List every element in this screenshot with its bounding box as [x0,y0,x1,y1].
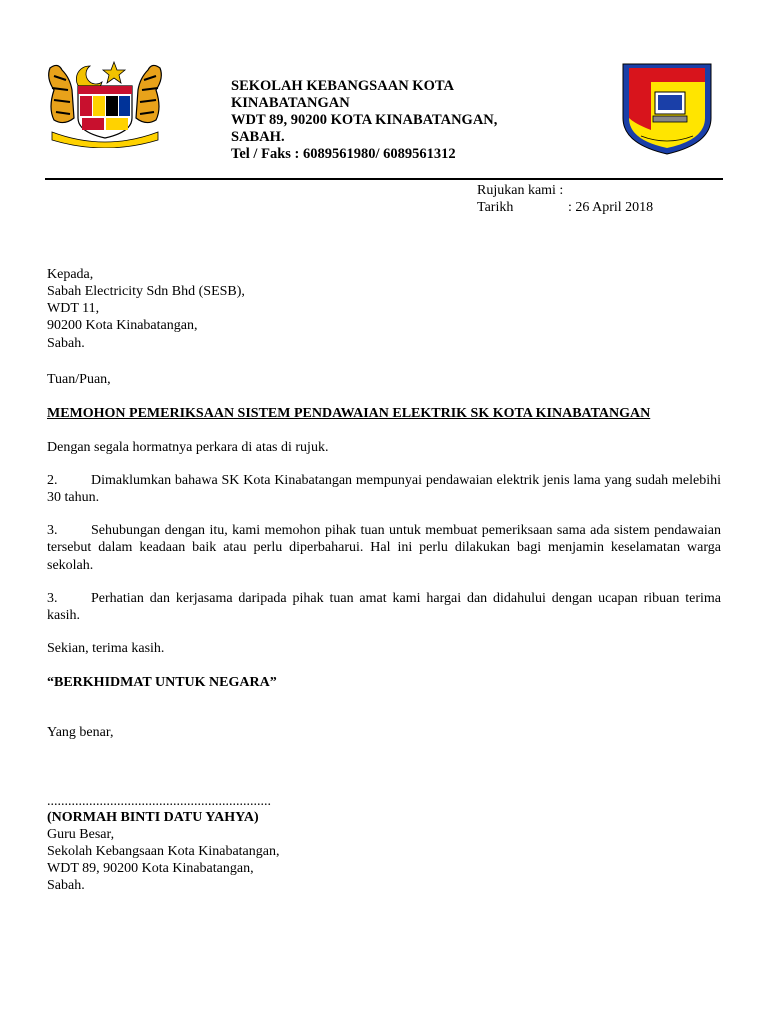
intro-paragraph: Dengan segala hormatnya perkara di atas di rujuk. [47,440,329,455]
paragraph-2-text: Dimaklumkan bahawa SK Kota Kinabatangan mempunyai pendawaian elektrik jenis lama yang sudah melebihi 30 tahun. [47,473,721,506]
school-phone: Tel / Faks : 6089561980/ 6089561312 [231,146,456,162]
recipient-line1: Sabah Electricity Sdn Bhd (SESB), [47,284,245,299]
school-logo [621,60,713,156]
paragraph-3 [47,522,721,574]
paragraph-3-number: 3. [47,523,58,538]
paragraph-2-number: 2. [47,473,58,488]
signature-line: ................................................................ [47,794,271,809]
salutation: Tuan/Puan, [47,372,111,387]
reference-label: Rujukan kami : [477,183,564,198]
signatory-organization: Sekolah Kebangsaan Kota Kinabatangan, [47,844,280,859]
recipient-greeting: Kepada, [47,267,94,282]
date-value: : 26 April 2018 [568,200,654,215]
motto: “BERKHIDMAT UNTUK NEGARA” [47,675,277,690]
paragraph-4-number: 3. [47,591,58,606]
school-name-line1: SEKOLAH KEBANGSAAN KOTA [231,78,454,94]
paragraph-4-text: Perhatian dan kerjasama daripada pihak tuan amat kami hargai dan didahului dengan ucapan ribuan terima kasih. [47,591,721,624]
header-divider [45,178,723,180]
paragraph-4 [47,590,721,625]
coat-of-arms-logo [40,56,170,148]
school-state: SABAH. [231,129,285,145]
recipient-line2: WDT 11, [47,301,100,316]
paragraph-2 [47,472,721,507]
signatory-address: WDT 89, 90200 Kota Kinabatangan, [47,861,254,876]
school-address: WDT 89, 90200 KOTA KINABATANGAN, [231,112,498,128]
date-label: Tarikh [477,200,514,215]
signatory-title: Guru Besar, [47,827,115,842]
recipient-line3: 90200 Kota Kinabatangan, [47,318,198,333]
paragraph-3-text: Sehubungan dengan itu, kami memohon pihak tuan untuk membuat pemeriksaan sama ada sistem pendawaian tersebut dalam keadaan baik atau perlu diperbaharui. Hal ini perlu dilakukan bagi menjamin keselamatan warga sekolah. [47,523,721,573]
closing-line: Sekian, terima kasih. [47,641,165,656]
yours-truly: Yang benar, [47,725,114,740]
signatory-name: (NORMAH BINTI DATU YAHYA) [47,810,259,825]
school-name-line2: KINABATANGAN [231,95,350,111]
signatory-state: Sabah. [47,878,85,893]
letter-subject: MEMOHON PEMERIKSAAN SISTEM PENDAWAIAN ELEKTRIK SK KOTA KINABATANGAN [47,406,651,421]
recipient-line4: Sabah. [47,336,85,351]
